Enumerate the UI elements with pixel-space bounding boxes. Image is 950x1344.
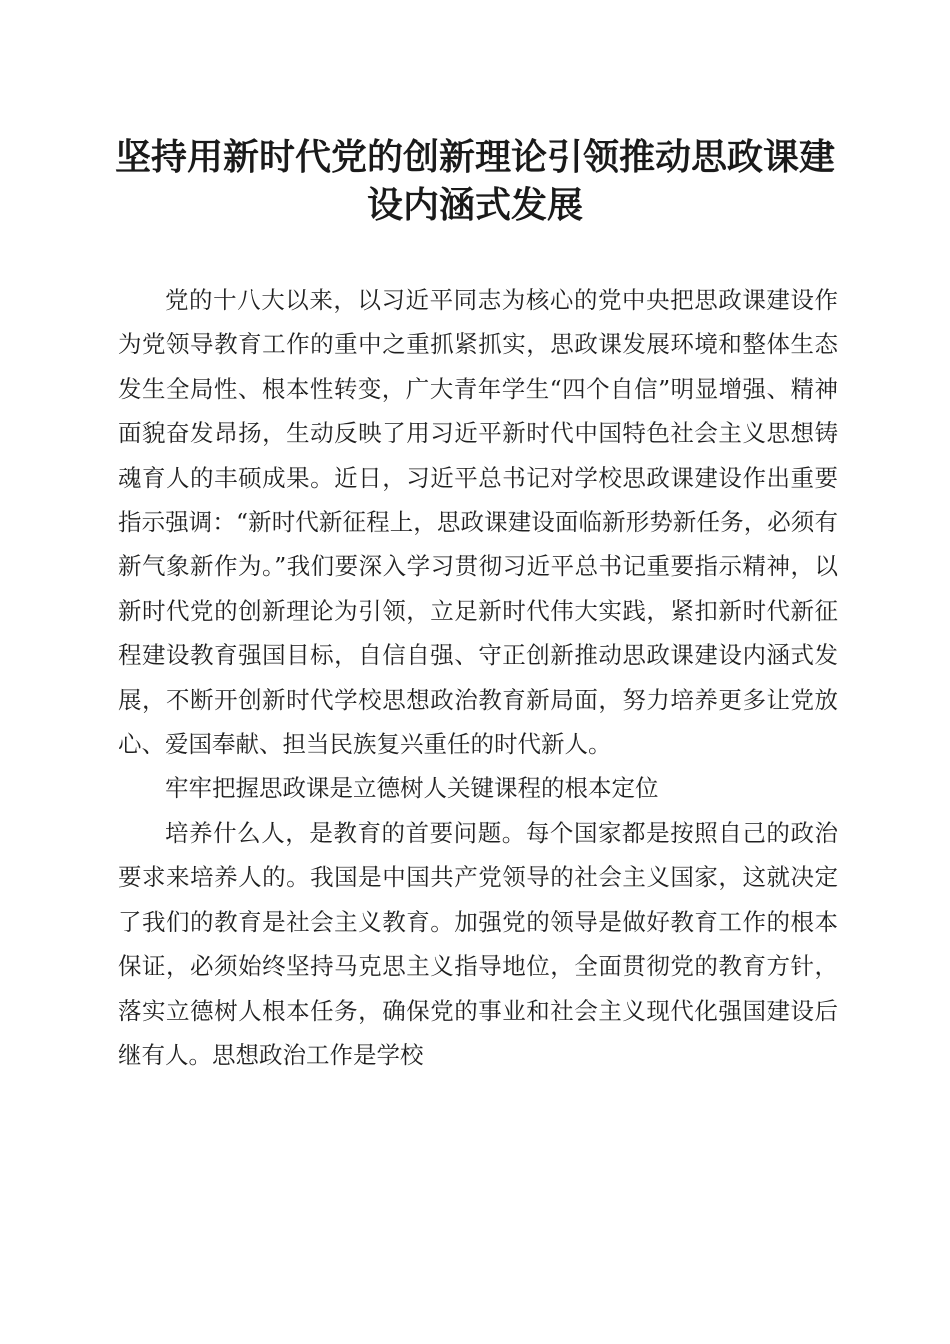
document-title [100, 133, 850, 229]
section-heading: 牢牢把握思政课是立德树人关键课程的根本定位 [165, 774, 659, 803]
paragraph-intro: 党的十八大以来，以习近平同志为核心的党中央把思政课建设作为党领导教育工作的重中之重抓紧抓实，思政课发展环境和整体生态发生全局性、根本性转变，广大青年学生“四个自信”明显增强、精神面貌奋发昂扬，生动反映了用习近平新时代中国特色社会主义思想铸魂育人的丰硕成果。近日，习近平总书记对学校思政课建设作出重要指示强调：“新时代新征程上，思政课建设面临新形势新任务，必须有新气象新作为。”我们要深入学习贯彻习近平总书记重要指示精神，以新时代党的创新理论为引领，立足新时代伟大实践，紧扣新时代新征程建设教育强国目标，自信自强、守正创新推动思政课建设内涵式发展，不断开创新时代学校思想政治教育新局面，努力培养更多让党放心、爱国奉献、担当民族复兴重任的时代新人。 [118, 286, 838, 759]
title-line-1: 坚持用新时代党的创新理论引领推动思政课建 [114, 136, 835, 178]
document-body [118, 278, 838, 1077]
paragraph-section-1: 培养什么人，是教育的首要问题。每个国家都是按照自己的政治要求来培养人的。我国是中国共产党领导的社会主义国家，这就决定了我们的教育是社会主义教育。加强党的领导是做好教育工作的根本保证，必须始终坚持马克思主义指导地位，全面贯彻党的教育方针，落实立德树人根本任务，确保党的事业和社会主义现代化强国建设后继有人。思想政治工作是学校 [118, 818, 838, 1069]
title-line-2: 设内涵式发展 [366, 184, 583, 226]
